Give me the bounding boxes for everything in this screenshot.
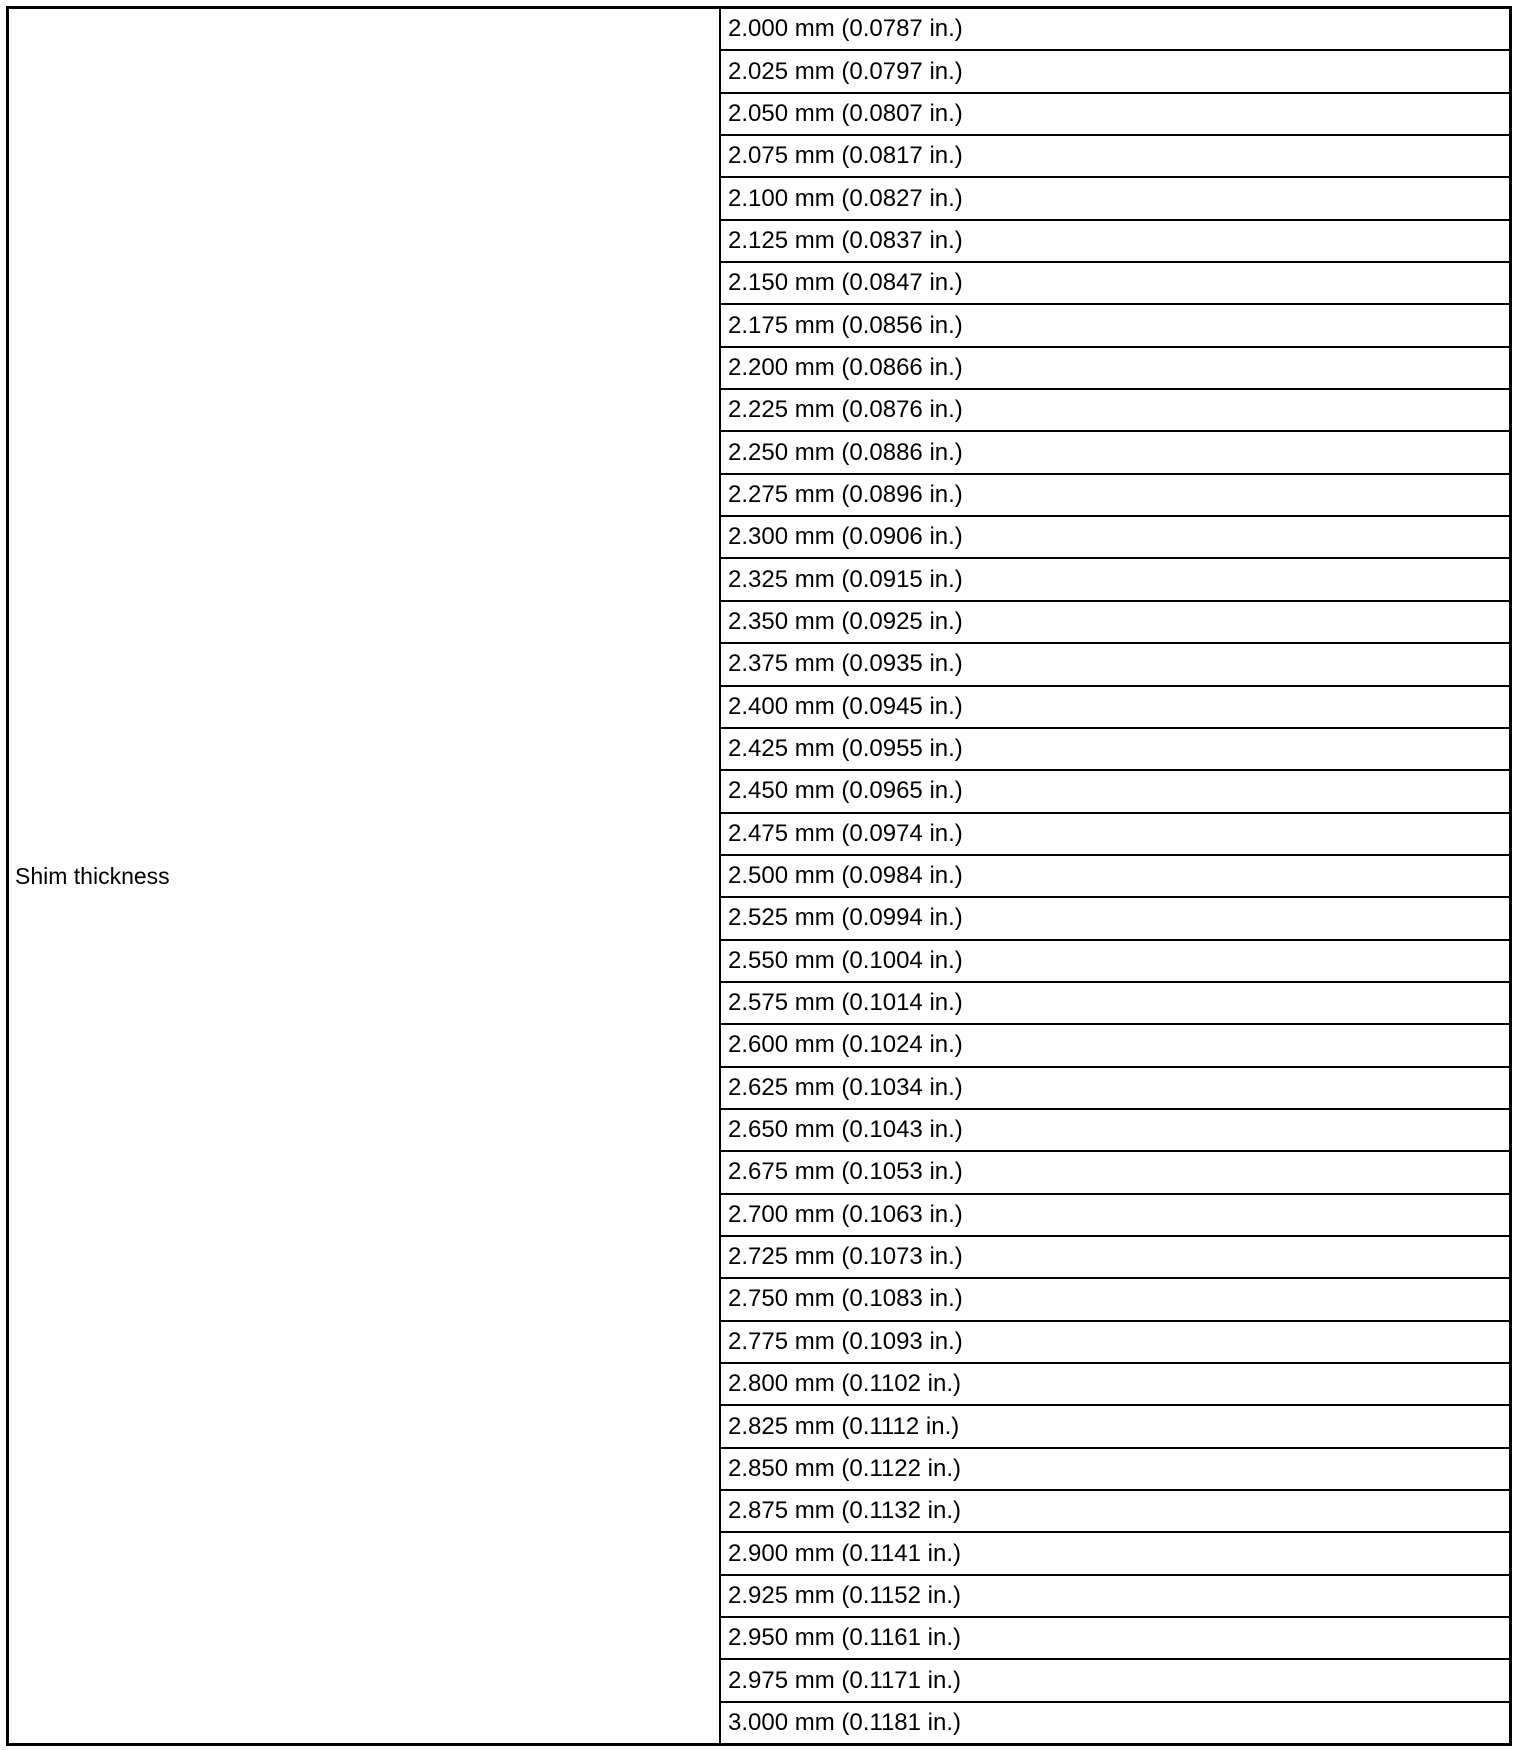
table-row: 2.925 mm (0.1152 in.)	[721, 1574, 1509, 1616]
values-column	[721, 9, 1509, 1743]
table-row: 2.225 mm (0.0876 in.)	[721, 388, 1509, 430]
table-row: 2.975 mm (0.1171 in.)	[721, 1658, 1509, 1700]
table-row: 2.450 mm (0.0965 in.)	[721, 769, 1509, 811]
table-row: 2.625 mm (0.1034 in.)	[721, 1066, 1509, 1108]
table-row: 2.650 mm (0.1043 in.)	[721, 1108, 1509, 1150]
table-row: 3.000 mm (0.1181 in.)	[721, 1701, 1509, 1743]
label-cell	[9, 9, 721, 1743]
shim-thickness-label: Shim thickness	[15, 862, 170, 889]
table-row: 2.000 mm (0.0787 in.)	[728, 15, 963, 43]
table-row: 2.950 mm (0.1161 in.)	[721, 1616, 1509, 1658]
table-row: 2.100 mm (0.0827 in.)	[721, 176, 1509, 218]
table-row: 2.425 mm (0.0955 in.)	[721, 727, 1509, 769]
table-row: 2.125 mm (0.0837 in.)	[721, 219, 1509, 261]
table-row: 2.375 mm (0.0935 in.)	[721, 642, 1509, 684]
table-row: 2.525 mm (0.0994 in.)	[721, 896, 1509, 938]
table-row: 2.150 mm (0.0847 in.)	[721, 261, 1509, 303]
table-row: 2.300 mm (0.0906 in.)	[721, 515, 1509, 557]
table-row: 2.200 mm (0.0866 in.)	[721, 346, 1509, 388]
table-row: 2.900 mm (0.1141 in.)	[721, 1531, 1509, 1573]
table-row: 2.400 mm (0.0945 in.)	[721, 685, 1509, 727]
table-row: 2.725 mm (0.1073 in.)	[721, 1235, 1509, 1277]
table-row: 2.175 mm (0.0856 in.)	[721, 303, 1509, 345]
table-row: 2.550 mm (0.1004 in.)	[721, 939, 1509, 981]
table-row: 2.250 mm (0.0886 in.)	[721, 430, 1509, 472]
shim-thickness-table	[6, 6, 1512, 1746]
table-row: 2.275 mm (0.0896 in.)	[721, 473, 1509, 515]
table-row: 2.800 mm (0.1102 in.)	[721, 1362, 1509, 1404]
table-row: 2.325 mm (0.0915 in.)	[721, 557, 1509, 599]
table-row: 2.600 mm (0.1024 in.)	[721, 1023, 1509, 1065]
table-row: 2.750 mm (0.1083 in.)	[721, 1277, 1509, 1319]
table-row: 2.825 mm (0.1112 in.)	[721, 1404, 1509, 1446]
table-row: 2.500 mm (0.0984 in.)	[721, 854, 1509, 896]
table-row: 2.075 mm (0.0817 in.)	[721, 134, 1509, 176]
table-row: 2.700 mm (0.1063 in.)	[721, 1193, 1509, 1235]
table-row: 2.675 mm (0.1053 in.)	[721, 1150, 1509, 1192]
table-row: 2.575 mm (0.1014 in.)	[721, 981, 1509, 1023]
table-row: 2.775 mm (0.1093 in.)	[721, 1320, 1509, 1362]
table-row: 2.850 mm (0.1122 in.)	[721, 1447, 1509, 1489]
table-row: 2.475 mm (0.0974 in.)	[721, 812, 1509, 854]
table-row: 2.025 mm (0.0797 in.)	[721, 49, 1509, 91]
table-row: 2.875 mm (0.1132 in.)	[721, 1489, 1509, 1531]
table-row: 2.350 mm (0.0925 in.)	[721, 600, 1509, 642]
table-row: 2.050 mm (0.0807 in.)	[721, 92, 1509, 134]
